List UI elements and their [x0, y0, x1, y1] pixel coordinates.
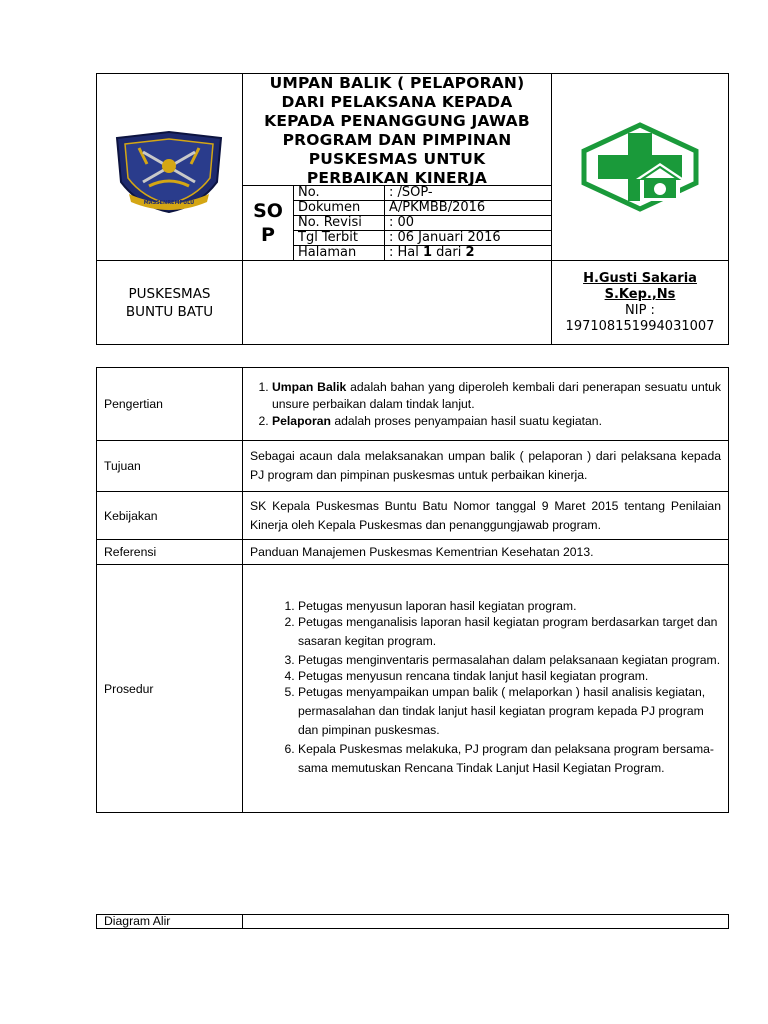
list-item: 5. Petugas menyampaikan umpan balik ( melaporkan ) hasil analisis kegiatan, permasalahan dan tindak lanjut hasil kegiatan program kepada PJ program dan pimpinan puskesmas. [298, 683, 721, 740]
sop-content-table [96, 367, 729, 813]
pengertian-list [250, 379, 721, 430]
label-kebijakan: Kebijakan [97, 492, 243, 540]
meta-label-dokumen: Dokumen [294, 201, 385, 216]
list-item: 1. Petugas menyusun laporan hasil kegiatan program. [298, 600, 721, 613]
list-item: 4. Petugas menyusun rencana tindak lanjut hasil kegiatan program. [298, 670, 721, 683]
list-item: 3. Petugas menginventaris permasalahan dalam pelaksanaan kegiatan program. [298, 651, 721, 670]
nip-value: 197108151994031007 [565, 318, 715, 334]
sop-label: SO P [243, 186, 294, 261]
value-kebijakan: SK Kepala Puskesmas Buntu Batu Nomor tanggal 9 Maret 2015 tentang Penilaian Kinerja oleh Kepala Puskesmas dan penanggungjawab program. [243, 492, 729, 540]
label-tujuan: Tujuan [97, 441, 243, 492]
meta-label-halaman: Halaman [294, 246, 385, 261]
sop-header-table [96, 73, 729, 345]
row-tujuan [97, 441, 729, 492]
list-item: 2. Petugas menganalisis laporan hasil kegiatan program berdasarkan target dan sasaran kegitan program. [298, 613, 721, 651]
meta-label-terbit: Tgl Terbit [294, 231, 385, 246]
value-tujuan: Sebagai acaun dala melaksanakan umpan balik ( pelaporan ) dari pelaksana kepada PJ program dan pimpinan puskesmas untuk perbaikan kinerja. [243, 441, 729, 492]
meta-value-terbit: : 06 Januari 2016 [385, 231, 552, 246]
meta-value-dokumen: A/PKMBB/2016 [385, 201, 552, 216]
meta-value-halaman: : Hal 1 dari 2 [385, 246, 552, 261]
row-referensi [97, 540, 729, 565]
emblem-motto: MASSENREMPULU [143, 200, 195, 206]
value-pengertian [243, 368, 729, 441]
regency-logo-cell [97, 74, 243, 261]
regency-emblem-icon [97, 75, 242, 259]
nip-label: NIP : [625, 302, 655, 318]
label-referensi: Referensi [97, 540, 243, 565]
signer-name: H.Gusti Sakaria [583, 270, 697, 286]
sop-meta-table [243, 185, 551, 260]
blank-signature-area [243, 261, 552, 345]
sop-title: UMPAN BALIK ( PELAPORAN) DARI PELAKSANA KEPADA KEPADA PENANGGUNG JAWAB PROGRAM DAN PIMPINAN PUSKESMAS UNTUK PERBAIKAN KINERJA [264, 74, 530, 187]
list-item: 6. Kepala Puskesmas melakuka, PJ program dan pelaksana program bersama-sama memutuskan Rencana Tindak Lanjut Hasil Kegiatan Program. [298, 740, 721, 778]
label-pengertian: Pengertian [97, 368, 243, 441]
prosedur-list [250, 600, 721, 778]
puskesmas-name: PUSKESMAS BUNTU BATU [97, 261, 243, 345]
diagram-alir-table [96, 914, 729, 929]
label-prosedur: Prosedur [97, 565, 243, 813]
meta-value-revisi: : 00 [385, 216, 552, 231]
signer-block [552, 261, 729, 345]
signer-title: S.Kep.,Ns [604, 286, 676, 302]
list-item: 1. Umpan Balik adalah bahan yang diperoleh kembali dari penerapan sesuatu untuk unsure perbaikan dalam tindak lanjut. [272, 379, 721, 413]
value-referensi: Panduan Manajemen Puskesmas Kementrian Kesehatan 2013. [243, 540, 729, 565]
value-diagram-alir [243, 915, 729, 929]
row-pengertian [97, 368, 729, 441]
meta-label-no: No. [294, 186, 385, 201]
row-prosedur [97, 565, 729, 813]
puskesmas-logo-cell [552, 74, 729, 261]
row-kebijakan [97, 492, 729, 540]
meta-value-no: : /SOP- [385, 186, 552, 201]
list-item: 2. Pelaporan adalah proses penyampaian hasil suatu kegiatan. [272, 413, 721, 430]
label-diagram-alir: Diagram Alir [97, 915, 243, 929]
meta-label-revisi: No. Revisi [294, 216, 385, 231]
value-prosedur [243, 565, 729, 813]
title-and-meta-cell [243, 74, 552, 261]
puskesmas-cross-icon [552, 75, 728, 259]
